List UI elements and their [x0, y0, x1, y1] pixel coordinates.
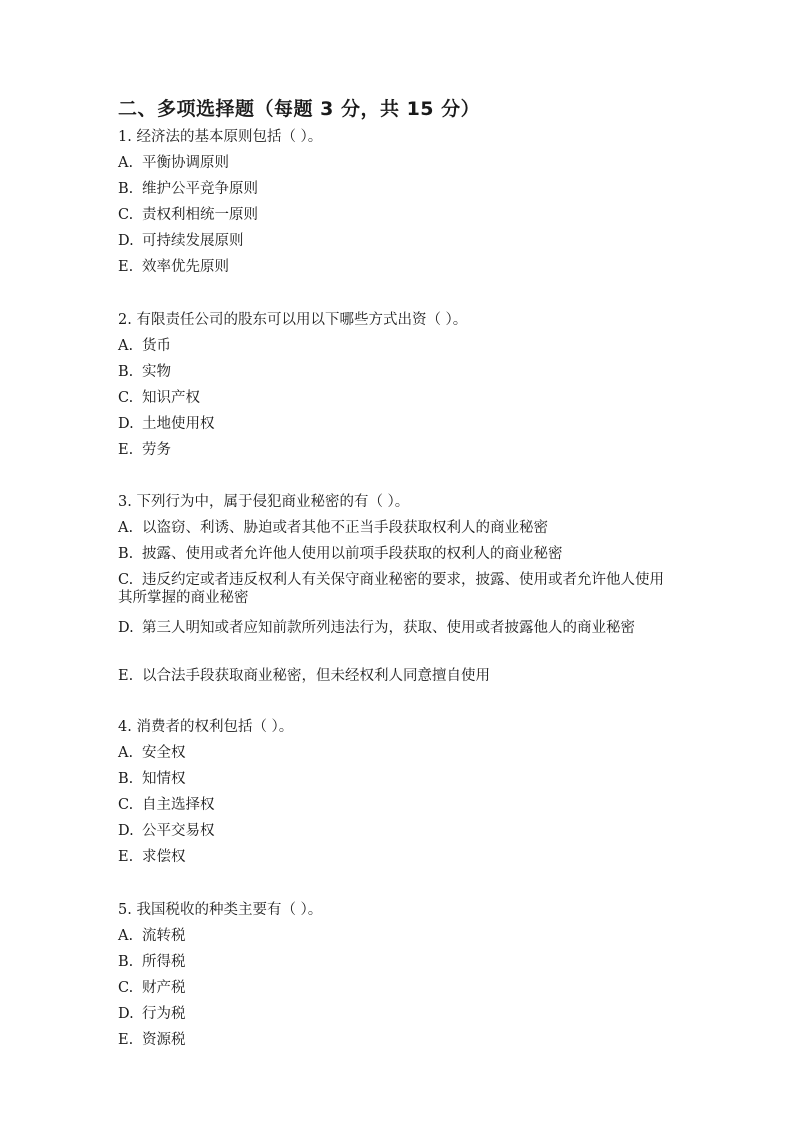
option-d [118, 232, 678, 258]
section-title: 二、多项选择题（每题 3 分，共 15 分） [118, 98, 481, 120]
option-letter: A. [118, 745, 134, 761]
option-a [118, 927, 678, 953]
option-b [118, 363, 678, 389]
option-b [118, 770, 678, 796]
option-a [118, 337, 678, 363]
option-text: 所得税 [142, 954, 186, 970]
question-5 [118, 901, 678, 1057]
option-letter: E. [118, 1032, 134, 1048]
option-e [118, 441, 678, 467]
option-text: 平衡协调原则 [142, 155, 229, 171]
option-text: 知情权 [142, 771, 186, 787]
option-text: 实物 [142, 364, 171, 380]
option-a [118, 744, 678, 770]
option-d [118, 1005, 678, 1031]
option-letter: C. [118, 572, 134, 588]
option-b [118, 953, 678, 979]
option-b [118, 545, 678, 571]
question-stem: 2. 有限责任公司的股东可以用以下哪些方式出资（ ）。 [118, 312, 468, 328]
option-text: 责权利相统一原则 [142, 207, 258, 223]
option-text: 以盗窃、利诱、胁迫或者其他不正当手段获取权利人的商业秘密 [142, 520, 548, 536]
option-text: 效率优先原则 [142, 259, 229, 275]
option-text: 土地使用权 [142, 416, 215, 432]
option-a [118, 154, 678, 180]
question-stem: 3. 下列行为中，属于侵犯商业秘密的有（ ）。 [118, 494, 410, 510]
option-text: 可持续发展原则 [142, 233, 244, 249]
option-letter: B. [118, 181, 134, 197]
option-c [118, 389, 678, 415]
question-1 [118, 128, 678, 284]
option-d [118, 619, 678, 667]
option-text: 公平交易权 [142, 823, 215, 839]
option-c [118, 979, 678, 1005]
option-text: 求偿权 [142, 849, 186, 865]
option-text: 以合法手段获取商业秘密，但未经权利人同意擅自使用 [142, 668, 490, 684]
option-letter: E. [118, 668, 134, 684]
option-text: 行为税 [142, 1006, 186, 1022]
option-text: 劳务 [142, 442, 171, 458]
option-letter: A. [118, 155, 134, 171]
option-letter: A. [118, 928, 134, 944]
option-e [118, 258, 678, 284]
option-c [118, 206, 678, 232]
option-letter: D. [118, 620, 134, 636]
question-2 [118, 311, 678, 467]
option-d [118, 822, 678, 848]
option-letter: C. [118, 390, 134, 406]
option-letter: C. [118, 207, 134, 223]
option-letter: D. [118, 416, 134, 432]
option-letter: A. [118, 338, 134, 354]
option-e [118, 667, 678, 693]
option-b [118, 180, 678, 206]
question-stem: 4. 消费者的权利包括（ ）。 [118, 719, 294, 735]
option-text: 自主选择权 [142, 797, 215, 813]
option-letter: A. [118, 520, 134, 536]
option-text: 货币 [142, 338, 171, 354]
option-c [118, 571, 678, 619]
option-a [118, 519, 678, 545]
option-text: 维护公平竞争原则 [142, 181, 258, 197]
option-letter: C. [118, 980, 134, 996]
question-4 [118, 718, 678, 874]
option-letter: D. [118, 823, 134, 839]
option-text: 流转税 [142, 928, 186, 944]
question-stem: 5. 我国税收的种类主要有（ ）。 [118, 902, 323, 918]
option-letter: E. [118, 442, 134, 458]
option-letter: D. [118, 1006, 134, 1022]
question-3 [118, 493, 678, 693]
option-e [118, 848, 678, 874]
option-letter: E. [118, 849, 134, 865]
option-letter: D. [118, 233, 134, 249]
option-letter: C. [118, 797, 134, 813]
option-letter: B. [118, 546, 134, 562]
option-text: 第三人明知或者应知前款所列违法行为，获取、使用或者披露他人的商业秘密 [142, 620, 635, 636]
option-letter: B. [118, 364, 134, 380]
option-text: 披露、使用或者允许他人使用以前项手段获取的权利人的商业秘密 [142, 546, 563, 562]
option-letter: B. [118, 954, 134, 970]
question-stem: 1. 经济法的基本原则包括（ ）。 [118, 129, 323, 145]
option-text: 财产税 [142, 980, 186, 996]
option-letter: E. [118, 259, 134, 275]
option-d [118, 415, 678, 441]
option-c [118, 796, 678, 822]
option-letter: B. [118, 771, 134, 787]
option-text: 安全权 [142, 745, 186, 761]
option-text: 资源税 [142, 1032, 186, 1048]
option-e [118, 1031, 678, 1057]
option-text: 知识产权 [142, 390, 200, 406]
option-text: 违反约定或者违反权利人有关保守商业秘密的要求，披露、使用或者允许他人使用其所掌握的商业秘密 [118, 572, 664, 606]
